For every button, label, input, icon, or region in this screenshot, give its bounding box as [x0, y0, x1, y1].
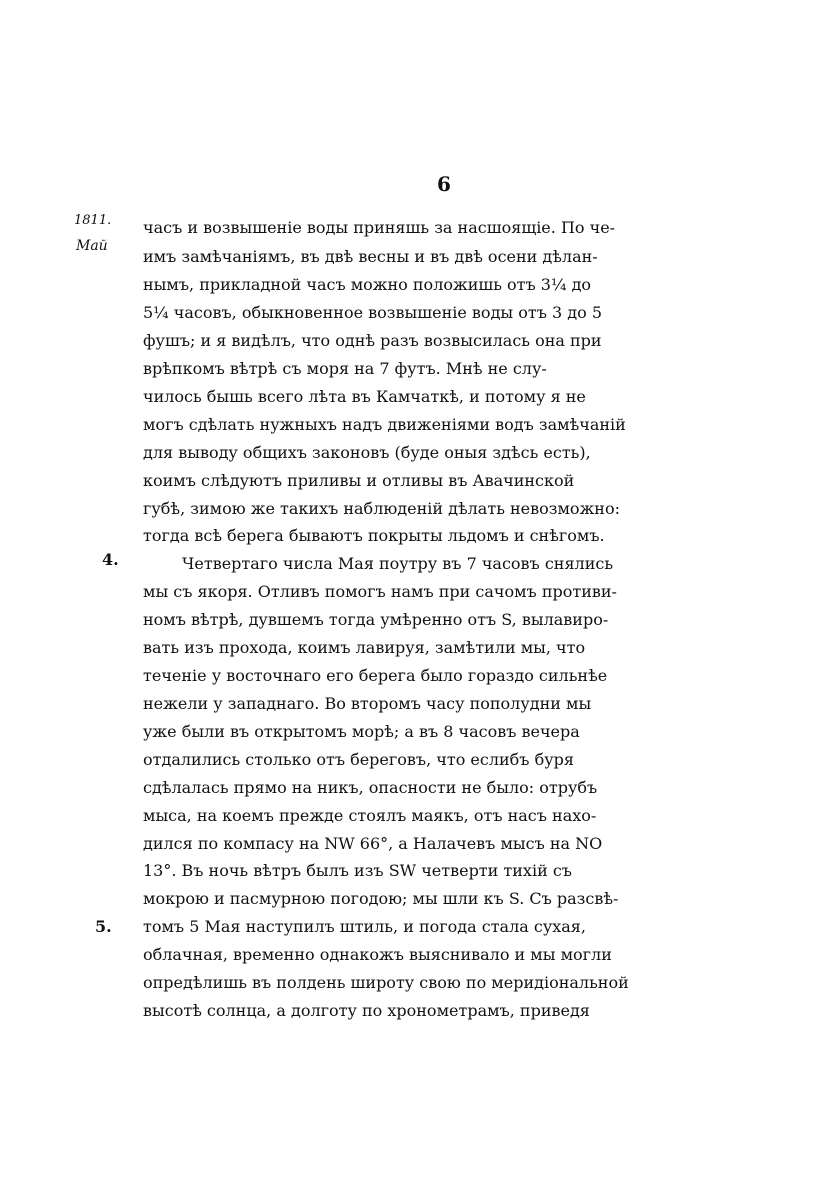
text-line: 5¼ часовъ, обыкновенное возвышеніе воды отъ 3 до 5	[143, 303, 602, 322]
text-line: чилось бышь всего лѣта въ Камчаткѣ, и потому я не	[143, 387, 586, 406]
text-line: для выводу общихъ законовъ (буде оныя здѣсь есть),	[143, 443, 591, 462]
text-line: мокрою и пасмурною погодою; мы шли къ S. Съ разсвѣ-	[143, 889, 619, 908]
margin-year: 1811.	[74, 213, 112, 228]
text-line: коимъ слѣдуютъ приливы и отливы въ Авачинской	[143, 471, 575, 490]
text-line: дился по компасу на NW 66°, а Налачевъ мысъ на NO	[143, 834, 603, 853]
margin-day-5: 5.	[95, 917, 112, 936]
text-line: могъ сдѣлать нужныхъ надъ движеніями водъ замѣчаній	[143, 415, 626, 434]
text-line: часъ и возвышеніе воды приняшь за насшоящіе. По че-	[143, 218, 616, 237]
margin-month: Май	[76, 238, 108, 254]
text-line: губѣ, зимою же такихъ наблюденій дѣлать невозможно:	[143, 499, 620, 518]
text-line: теченіе у восточнаго его берега было гораздо сильнѣе	[143, 666, 608, 685]
text-line: высотѣ солнца, а долготу по хронометрамъ, приведя	[143, 1001, 590, 1020]
page-number: 6	[437, 172, 451, 196]
text-line: отдалились столько отъ береговъ, что еслибъ буря	[143, 750, 574, 769]
text-line: фушъ; и я видѣлъ, что однѣ разъ возвысилась она при	[143, 331, 602, 350]
text-line: номъ вѣтрѣ, дувшемъ тогда умѣренно отъ S, вылавиро-	[143, 610, 609, 629]
text-line: нежели у западнаго. Во второмъ часу пополудни мы	[143, 694, 592, 713]
text-line: вать изъ прохода, коимъ лавируя, замѣтили мы, что	[143, 638, 586, 657]
margin-day-4: 4.	[102, 550, 119, 569]
text-line: нымъ, прикладной часъ можно положишь отъ 3¼ до	[143, 275, 592, 294]
text-line: Четвертаго числа Мая поутру въ 7 часовъ снялись	[182, 554, 614, 573]
text-line: уже были въ открытомъ морѣ; а въ 8 часовъ вечера	[143, 722, 580, 741]
text-line: сдѣлалась прямо на никъ, опасности не было: отрубъ	[143, 778, 598, 797]
text-line: тогда всѣ берега бываютъ покрыты льдомъ и снѣгомъ.	[143, 526, 605, 545]
text-line: опредѣлишь въ полдень широту свою по меридіональной	[143, 973, 629, 992]
text-line: имъ замѣчаніямъ, въ двѣ весны и въ двѣ осени дѣлан-	[143, 247, 598, 266]
text-line: 13°. Въ ночь вѣтръ былъ изъ SW четверти тихій съ	[143, 861, 572, 880]
text-line: облачная, временно однакожъ выяснивало и мы могли	[143, 945, 612, 964]
text-line: мы съ якоря. Отливъ помогъ намъ при сачомъ противи-	[143, 582, 617, 601]
text-line: врѣпкомъ вѣтрѣ съ моря на 7 футъ. Мнѣ не слу-	[143, 359, 547, 378]
text-line: мыса, на коемъ прежде стоялъ маякъ, отъ насъ нахо-	[143, 806, 597, 825]
text-line: томъ 5 Мая наступилъ штиль, и погода стала сухая,	[143, 917, 586, 936]
